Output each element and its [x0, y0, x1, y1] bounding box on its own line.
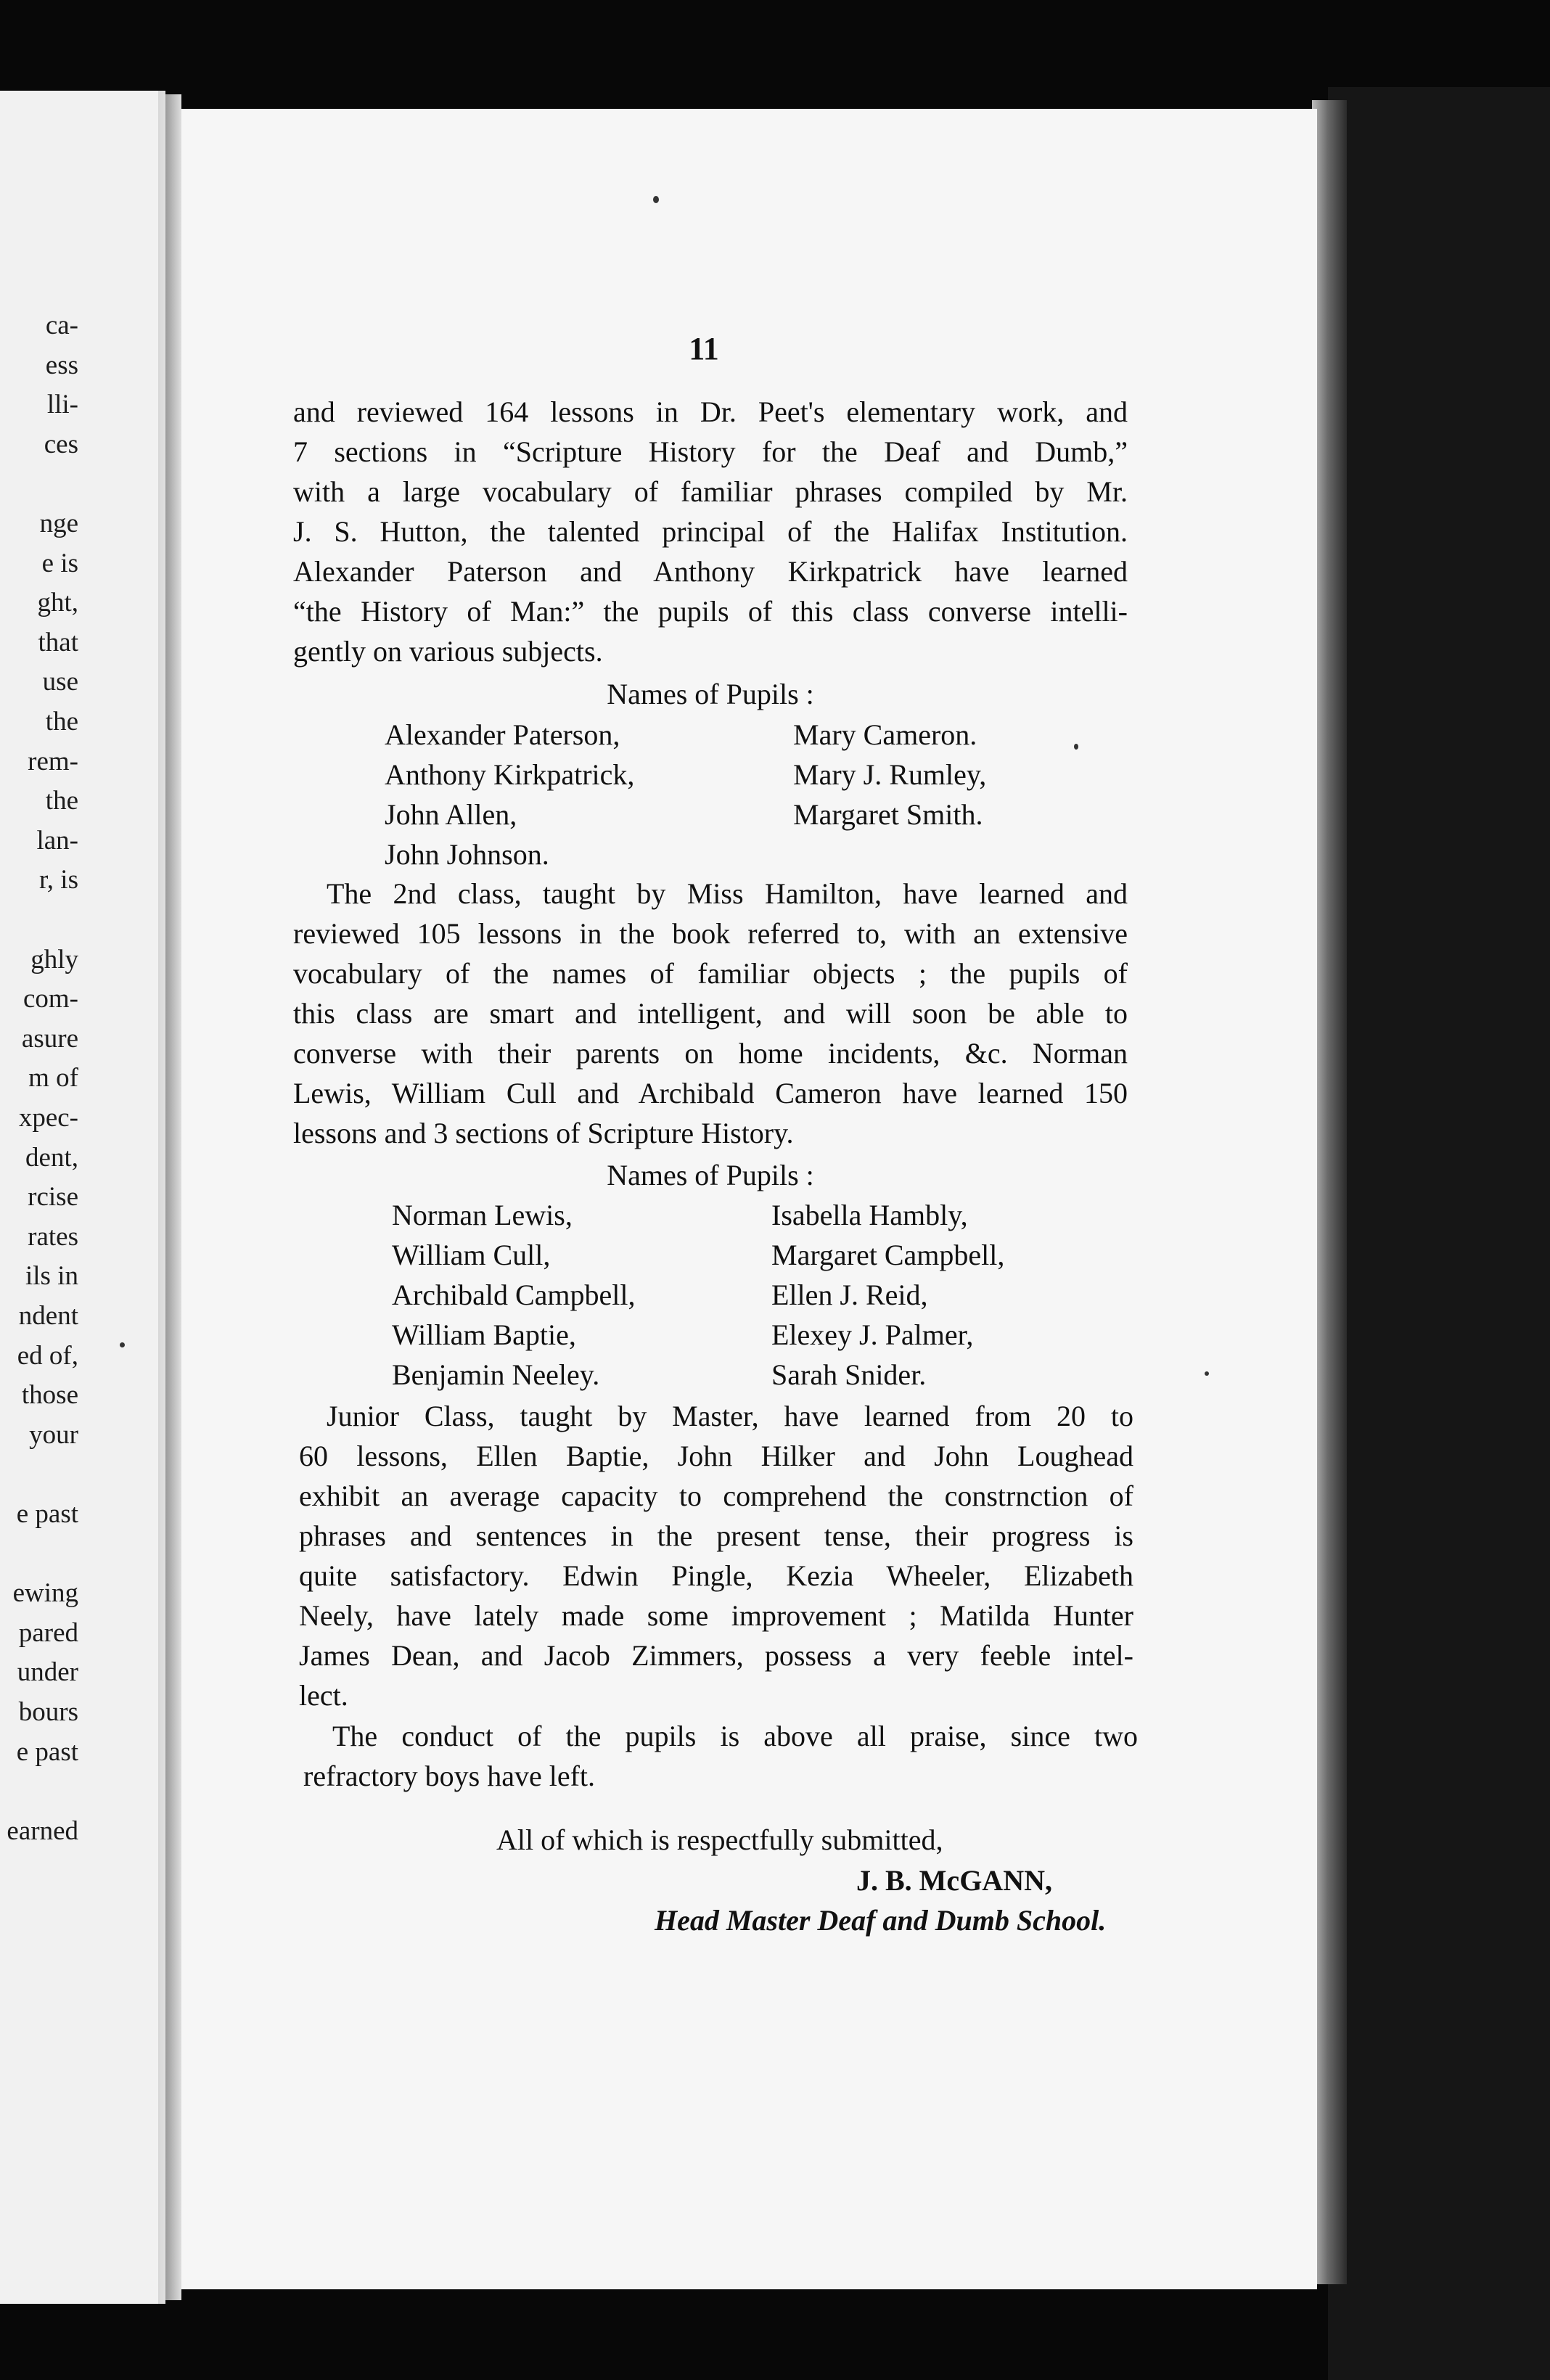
- left-page-fragment: use: [42, 667, 78, 697]
- text-line: “the History of Man:” the pupils of this class converse intelli-: [293, 595, 1128, 628]
- left-page-fragment: nge: [39, 509, 78, 538]
- left-page-fragment: ca-: [45, 311, 78, 340]
- text-line: Neely, have lately made some improvement ; Matilda Hunter: [299, 1599, 1133, 1632]
- pupil-name: John Johnson.: [385, 838, 549, 871]
- text-line: with a large vocabulary of familiar phrases compiled by Mr.: [293, 475, 1128, 508]
- text-line: reviewed 105 lessons in the book referred to, with an extensive: [293, 917, 1128, 950]
- pupil-name: Elexey J. Palmer,: [771, 1318, 974, 1351]
- left-page-fragment: e past: [16, 1736, 78, 1767]
- left-page-fragment: e past: [16, 1499, 78, 1529]
- text-line: lessons and 3 sections of Scripture History.: [293, 1117, 794, 1149]
- signature-name: J. B. McGANN,: [856, 1864, 1052, 1897]
- text-line: quite satisfactory. Edwin Pingle, Kezia Wheeler, Elizabeth: [299, 1559, 1133, 1592]
- text-line: and reviewed 164 lessons in Dr. Peet's elementary work, and: [293, 395, 1128, 428]
- left-page-fragment: asure: [21, 1023, 78, 1054]
- pupil-name: Margaret Smith.: [793, 798, 983, 831]
- text-line: 7 sections in “Scripture History for the Deaf and Dumb,”: [293, 435, 1128, 468]
- left-page-fragment: rcise: [28, 1182, 78, 1212]
- text-line: The 2nd class, taught by Miss Hamilton, have learned and: [327, 877, 1128, 910]
- left-page-fragment: ed of,: [17, 1340, 78, 1371]
- text-line: this class are smart and intelligent, and will soon be able to: [293, 997, 1128, 1030]
- pupil-name: John Allen,: [385, 798, 517, 831]
- dust-speck: [1205, 1371, 1209, 1376]
- left-page-fragment: earned: [7, 1815, 78, 1846]
- left-page-fragment: pared: [18, 1617, 78, 1648]
- text-line: James Dean, and Jacob Zimmers, possess a very feeble intel-: [299, 1639, 1133, 1672]
- text-line: Junior Class, taught by Master, have learned from 20 to: [327, 1400, 1133, 1432]
- left-page-fragment: m of: [28, 1063, 78, 1093]
- text-line: exhibit an average capacity to comprehend the constrnction of: [299, 1480, 1133, 1512]
- pupil-name: Benjamin Neeley.: [392, 1358, 600, 1391]
- left-page-fragment: ndent: [18, 1301, 78, 1331]
- left-page-fragment: ghly: [30, 944, 78, 974]
- left-page-fragment: ewing: [12, 1578, 78, 1609]
- pupil-name: Mary Cameron.: [793, 718, 977, 751]
- text-line: converse with their parents on home incidents, &c. Norman: [293, 1037, 1128, 1070]
- text-line: Lewis, William Cull and Archibald Cameron have learned 150: [293, 1077, 1128, 1109]
- closing-line: All of which is respectfully submitted,: [496, 1823, 943, 1856]
- pupil-name: Ellen J. Reid,: [771, 1279, 928, 1311]
- signature-title: Head Master Deaf and Dumb School.: [655, 1904, 1107, 1937]
- left-page-fragment: ess: [45, 350, 78, 380]
- text-line: vocabulary of the names of familiar objects ; the pupils of: [293, 957, 1128, 990]
- text-line: Alexander Paterson and Anthony Kirkpatrick have learned: [293, 555, 1128, 588]
- text-line: refractory boys have left.: [303, 1760, 596, 1792]
- left-page-fragment: bours: [18, 1697, 78, 1727]
- left-page-fragment: ght,: [37, 588, 78, 618]
- text-line: gently on various subjects.: [293, 635, 603, 668]
- text-line: Names of Pupils :: [607, 678, 814, 710]
- pupil-name: Archibald Campbell,: [392, 1279, 636, 1311]
- pupil-name: Alexander Paterson,: [385, 718, 620, 751]
- left-page-fragment: ces: [44, 429, 78, 459]
- page-edge-shadow: [1312, 100, 1347, 2284]
- left-page-fragment: under: [17, 1657, 78, 1688]
- dust-speck: [653, 196, 659, 203]
- background-right: [1328, 87, 1550, 2380]
- text-line: Names of Pupils :: [607, 1159, 814, 1191]
- left-page-fragment: rates: [28, 1221, 78, 1252]
- pupil-name: Anthony Kirkpatrick,: [385, 758, 635, 791]
- left-page-fragment: the: [45, 786, 78, 816]
- pupil-name: Sarah Snider.: [771, 1358, 927, 1391]
- left-page-fragment: your: [29, 1419, 78, 1450]
- left-page-fragment: lan-: [36, 825, 78, 855]
- dust-speck: [120, 1342, 125, 1347]
- left-page-fragment: com-: [22, 984, 78, 1014]
- left-page-fragment: rem-: [28, 746, 78, 776]
- pupil-name: Margaret Campbell,: [771, 1239, 1005, 1271]
- book-gutter: [165, 94, 181, 2300]
- left-page-fragment: the: [45, 707, 78, 736]
- left-page: [0, 91, 165, 2304]
- dust-speck: [1074, 744, 1078, 750]
- pupil-name: Norman Lewis,: [392, 1199, 573, 1231]
- left-page-fragment: that: [38, 627, 78, 657]
- text-line: phrases and sentences in the present tense, their progress is: [299, 1519, 1133, 1552]
- left-page-fragment: lli-: [46, 390, 78, 420]
- left-page-edge: [158, 91, 165, 2304]
- left-page-fragment: r, is: [38, 865, 78, 895]
- pupil-name: William Cull,: [392, 1239, 551, 1271]
- text-line: lect.: [299, 1679, 348, 1712]
- left-page-fragment: ils in: [25, 1261, 78, 1292]
- left-page-fragment: dent,: [25, 1142, 78, 1173]
- pupil-name: Isabella Hambly,: [771, 1199, 968, 1231]
- left-page-fragment: e is: [41, 548, 78, 578]
- left-page-fragment: those: [21, 1380, 78, 1411]
- left-page-fragment: xpec-: [18, 1103, 78, 1133]
- text-line: The conduct of the pupils is above all praise, since two: [332, 1720, 1138, 1752]
- text-line: J. S. Hutton, the talented principal of the Halifax Institution.: [293, 515, 1128, 548]
- pupil-name: Mary J. Rumley,: [793, 758, 987, 791]
- pupil-name: William Baptie,: [392, 1318, 576, 1351]
- text-line: 60 lessons, Ellen Baptie, John Hilker and John Loughead: [299, 1440, 1133, 1472]
- page-number: 11: [689, 331, 719, 366]
